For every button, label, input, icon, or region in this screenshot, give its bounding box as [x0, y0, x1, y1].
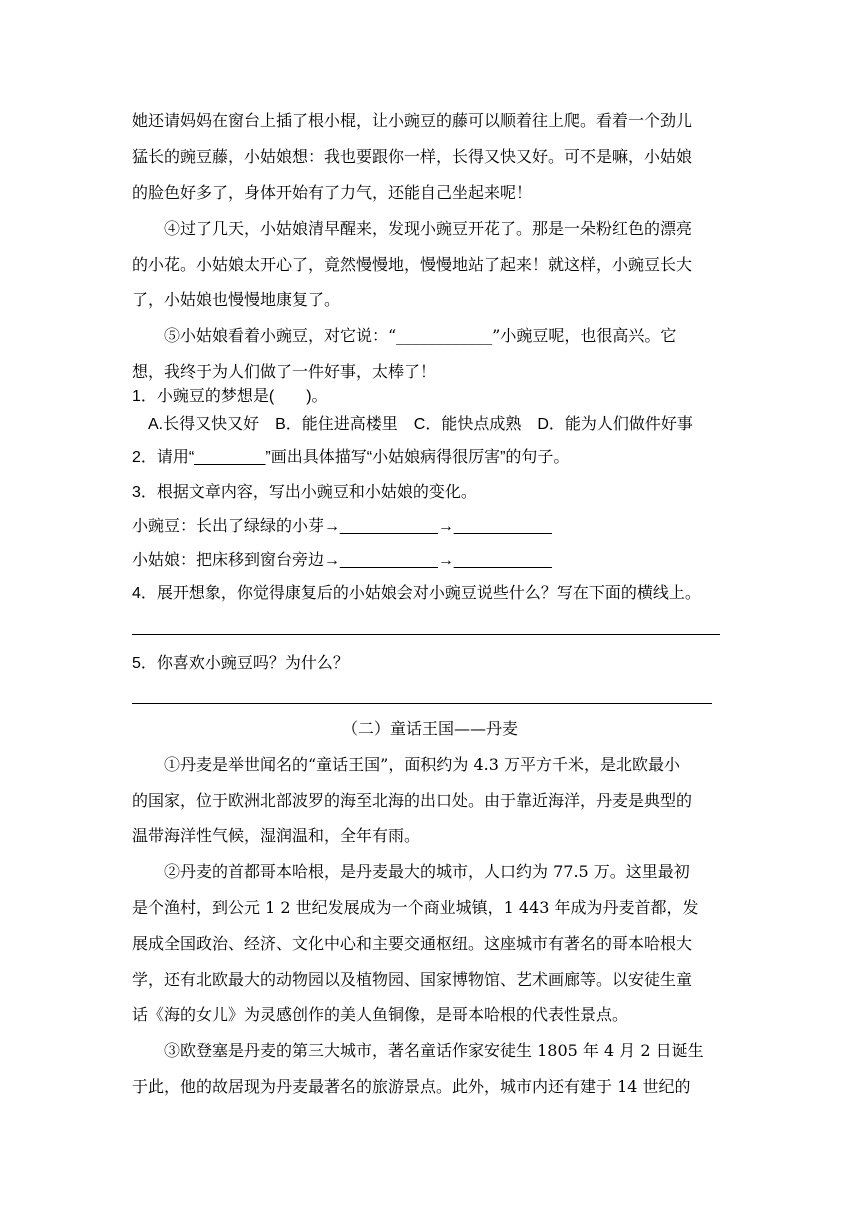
section-2-paragraph2-line4: 学，还有北欧最大的动物园以及植物园、国家博物馆、艺术画廊等。以安徒生童 [132, 970, 693, 989]
section-2-paragraph1-line1: ①丹麦是举世闻名的“童话王国”，面积约为 4.3 万平方千米，是北欧最小 [164, 755, 680, 774]
section-2-paragraph2-line2: 是个渔村，到公元 1 2 世纪发展成为一个商业城镇，1 443 年成为丹麦首都，发 [132, 898, 699, 917]
section-2-title: （二）童话王国——丹麦 [341, 719, 518, 738]
story-paragraph4-line2: 的小花。小姑娘太开心了，竟然慢慢地，慢慢地站了起来！就这样，小豌豆长大 [132, 255, 693, 274]
story-paragraph3-line1: 她还请妈妈在窗台上插了根小棍，让小豌豆的藤可以顺着往上爬。看着一个劲儿 [132, 111, 693, 130]
story-paragraph3-line2: 猛长的豌豆藤，小姑娘想：我也要跟你一样，长得又快又好。可不是嘛，小姑娘 [132, 147, 693, 166]
story-paragraph4-line1: ④过了几天，小姑娘清早醒来，发现小豌豆开花了。那是一朵粉红色的漂亮 [164, 219, 693, 238]
question-1: 1．小豌豆的梦想是( )。 [132, 388, 328, 405]
answer-line-q4[interactable] [132, 634, 720, 635]
section-2-paragraph1-line2: 的国家，位于欧洲北部波罗的海至北海的出口处。由于靠近海洋，丹麦是典型的 [132, 791, 693, 810]
question-1-options: A.长得又快又好 B．能住进高楼里 C．能快点成熟 D．能为人们做件好事 [148, 416, 693, 433]
question-4: 4．展开想象，你觉得康复后的小姑娘会对小豌豆说些什么？写在下面的横线上。 [132, 585, 701, 602]
question-5: 5．你喜欢小豌豆吗？为什么？ [132, 655, 349, 672]
section-2-paragraph2-line5: 话《海的女儿》为灵感创作的美人鱼铜像，是哥本哈根的代表性景点。 [132, 1005, 629, 1024]
story-paragraph5-line1: ⑤小姑娘看着小豌豆，对它说：“____________”小豌豆呢，也很高兴。它 [164, 326, 677, 345]
question-2: 2．请用“________”画出具体描写“小姑娘病得很厉害”的句子。 [132, 449, 570, 466]
story-paragraph4-line3: 了，小姑娘也慢慢地康复了。 [132, 290, 341, 309]
question-3-girl-changes: 小姑娘：把床移到窗台旁边→___________→___________ [132, 552, 552, 569]
question-3-pea-changes: 小豌豆：长出了绿绿的小芽→___________→___________ [132, 518, 552, 535]
answer-line-q5[interactable] [132, 703, 712, 704]
section-2-paragraph3-line1: ③欧登塞是丹麦的第三大城市，著名童话作家安徒生 1805 年 4 月 2 日诞生 [164, 1041, 704, 1060]
section-2-paragraph2-line3: 展成全国政治、经济、文化中心和主要交通枢纽。这座城市有著名的哥本哈根大 [132, 934, 693, 953]
story-paragraph5-line2: 想，我终于为人们做了一件好事，太棒了！ [132, 362, 437, 381]
question-3: 3．根据文章内容，写出小豌豆和小姑娘的变化。 [132, 484, 477, 501]
section-2-paragraph3-line2: 于此，他的故居现为丹麦最著名的旅游景点。此外，城市内还有建于 14 世纪的 [132, 1077, 691, 1096]
section-2-paragraph1-line3: 温带海洋性气候，湿润温和，全年有雨。 [132, 826, 421, 845]
section-2-paragraph2-line1: ②丹麦的首都哥本哈根，是丹麦最大的城市，人口约为 77.5 万。这里最初 [164, 862, 690, 881]
story-paragraph3-line3: 的脸色好多了，身体开始有了力气，还能自己坐起来呢！ [132, 183, 533, 202]
